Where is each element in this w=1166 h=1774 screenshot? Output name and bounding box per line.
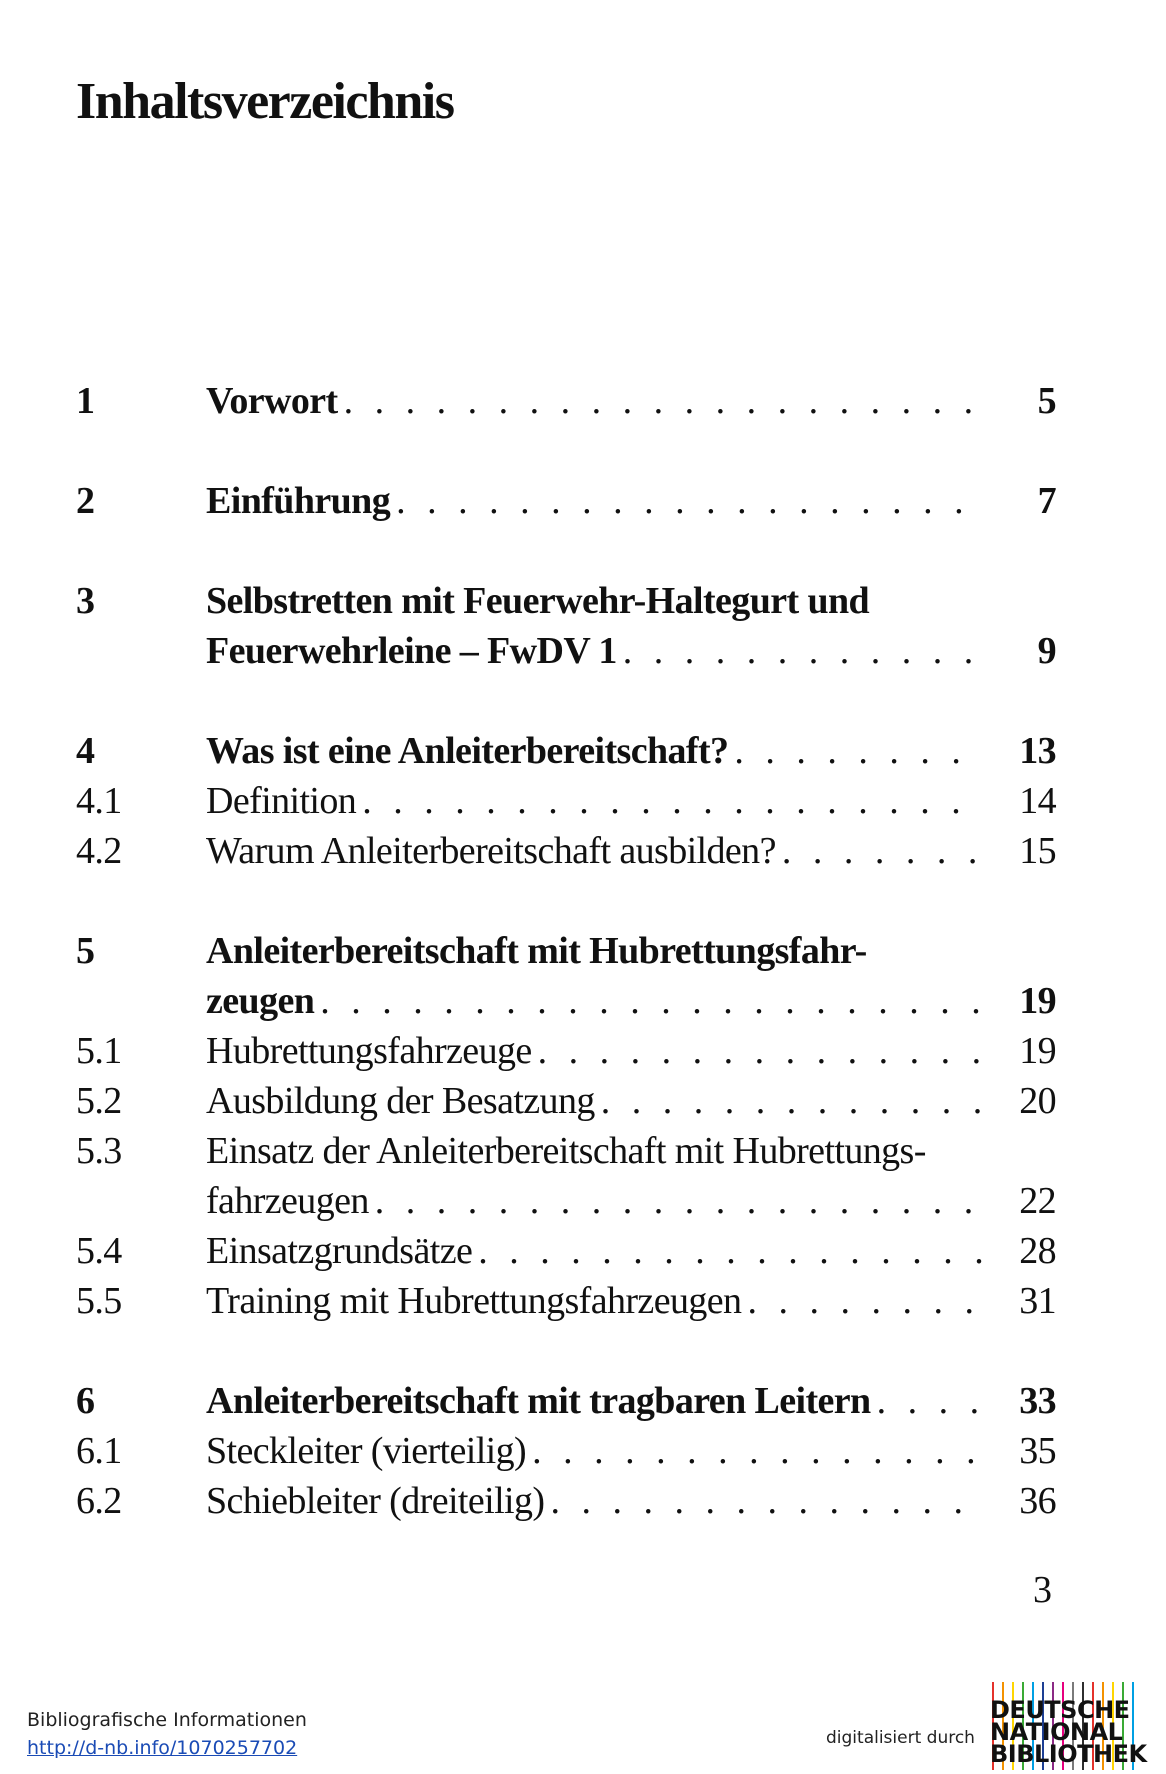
toc-leader-dots [877,1376,982,1426]
toc-entry [76,476,1056,526]
toc-entry-title-line: Training mit Hubrettungsfahrzeugen [206,1280,742,1322]
toc-entry-page: 19 [1019,980,1056,1022]
toc-leader-dots [538,1026,982,1076]
toc-entry-page: 19 [1019,1030,1056,1072]
toc-entry-title-line: Hubrettungsfahrzeuge [206,1030,532,1072]
toc-entry-title [206,1226,986,1276]
toc-leader-dots [320,976,982,1026]
toc-entry-number: 6.1 [76,1430,122,1472]
toc-entry-title-line: fahrzeugen [206,1180,369,1222]
toc-entry-number: 5.1 [76,1030,122,1072]
table-of-contents [76,376,1056,1526]
toc-entry-page: 15 [1019,830,1056,872]
bib-label: Bibliografische Informationen [27,1709,307,1731]
toc-entry [76,1376,1056,1426]
toc-entry [76,1076,1056,1126]
toc-entry-title-line: Einführung [206,480,391,522]
toc-entry-title [206,1426,986,1476]
toc-entry-number: 6.2 [76,1480,122,1522]
toc-entry [76,1226,1056,1276]
toc-entry [76,576,1056,676]
toc-entry-title [206,476,986,526]
toc-entry-title-line: Feuerwehrleine – FwDV 1 [206,630,617,672]
digitized-by-label: digitalisiert durch [826,1728,975,1748]
toc-entry-title-line: Steckleiter (vierteilig) [206,1430,527,1472]
toc-entry [76,726,1056,776]
toc-entry-page: 5 [1037,380,1056,422]
toc-entry-number: 4 [76,730,95,772]
toc-entry-title [206,376,986,426]
toc-entry [76,1026,1056,1076]
toc-entry-number: 3 [76,580,95,622]
toc-entry-title [206,1126,986,1226]
toc-entry-title [206,726,986,776]
toc-entry-number: 5 [76,930,95,972]
toc-entry-page: 20 [1019,1080,1056,1122]
toc-entry-title [206,1376,986,1426]
toc-entry [76,1126,1056,1226]
toc-leader-dots [396,476,982,526]
toc-entry-page: 13 [1019,730,1056,772]
toc-entry-title [206,1476,986,1526]
toc-entry-title-line: Selbstretten mit Feuerwehr-Haltegurt und [206,580,870,622]
toc-entry-title-line: Anleiterbereitschaft mit Hubrettungsfahr- [206,930,867,972]
toc-entry-page: 14 [1019,780,1056,822]
toc-entry-title-line: Vorwort [206,380,338,422]
toc-entry-page: 22 [1019,1180,1056,1222]
toc-entry-number: 4.1 [76,780,122,822]
toc-entry-title [206,926,986,1026]
toc-entry-page: 33 [1019,1380,1056,1422]
toc-entry-title-line: Anleiterbereitschaft mit tragbaren Leitern [206,1380,871,1422]
toc-leader-dots [734,726,982,776]
toc-leader-dots [344,376,982,426]
toc-leader-dots [550,1476,982,1526]
toc-entry-title-line: Schiebleiter (dreiteilig) [206,1480,545,1522]
toc-entry-title-line: Warum Anleiterbereitschaft ausbilden? [206,830,776,872]
toc-entry-page: 7 [1037,480,1056,522]
toc-entry [76,376,1056,426]
toc-entry-title-line: Ausbildung der Besatzung [206,1080,595,1122]
toc-entry [76,926,1056,1026]
dnb-logo-line: DEUTSCHE [990,1696,1130,1724]
toc-leader-dots [362,776,982,826]
toc-leader-dots [532,1426,982,1476]
toc-entry-title-line: Einsatz der Anleiterbereitschaft mit Hubrettungs- [206,1130,926,1172]
toc-entry-number: 5.3 [76,1130,122,1172]
toc-entry-number: 5.5 [76,1280,122,1322]
toc-entry-title-line: Was ist eine Anleiterbereitschaft? [206,730,729,772]
bibliographic-info [27,1706,307,1762]
toc-entry-title [206,1276,986,1326]
toc-entry-title [206,826,986,876]
dnb-logo-text [990,1696,1147,1768]
toc-entry-page: 28 [1019,1230,1056,1272]
toc-entry-title-line: Einsatzgrundsätze [206,1230,473,1272]
toc-leader-dots [623,626,982,676]
toc-entry-title [206,576,986,676]
bib-link[interactable]: http://d-nb.info/1070257702 [27,1737,298,1759]
toc-leader-dots [478,1226,982,1276]
toc-entry-title-line: Definition [206,780,357,822]
toc-entry-number: 4.2 [76,830,122,872]
toc-entry-page: 35 [1019,1430,1056,1472]
toc-entry [76,826,1056,876]
toc-entry-number: 1 [76,380,95,422]
toc-entry [76,776,1056,826]
toc-entry-title [206,776,986,826]
toc-leader-dots [601,1076,982,1126]
toc-leader-dots [375,1176,982,1226]
page-title: Inhaltsverzeichnis [76,73,454,130]
page-number: 3 [1033,1569,1052,1611]
toc-leader-dots [747,1276,982,1326]
toc-entry-title-line: zeugen [206,980,315,1022]
toc-entry-number: 5.2 [76,1080,122,1122]
toc-entry-number: 6 [76,1380,95,1422]
toc-entry-title [206,1076,986,1126]
toc-leader-dots [782,826,982,876]
toc-entry [76,1426,1056,1476]
toc-entry-title [206,1026,986,1076]
dnb-logo [988,1682,1146,1770]
toc-entry-number: 5.4 [76,1230,122,1272]
toc-entry [76,1276,1056,1326]
toc-entry-page: 36 [1019,1480,1056,1522]
toc-entry-page: 9 [1037,630,1056,672]
toc-entry [76,1476,1056,1526]
toc-entry-page: 31 [1019,1280,1056,1322]
dnb-logo-line: NATIONAL [990,1718,1123,1746]
toc-entry-number: 2 [76,480,95,522]
dnb-logo-line: BIBLIOTHEK [990,1740,1147,1768]
